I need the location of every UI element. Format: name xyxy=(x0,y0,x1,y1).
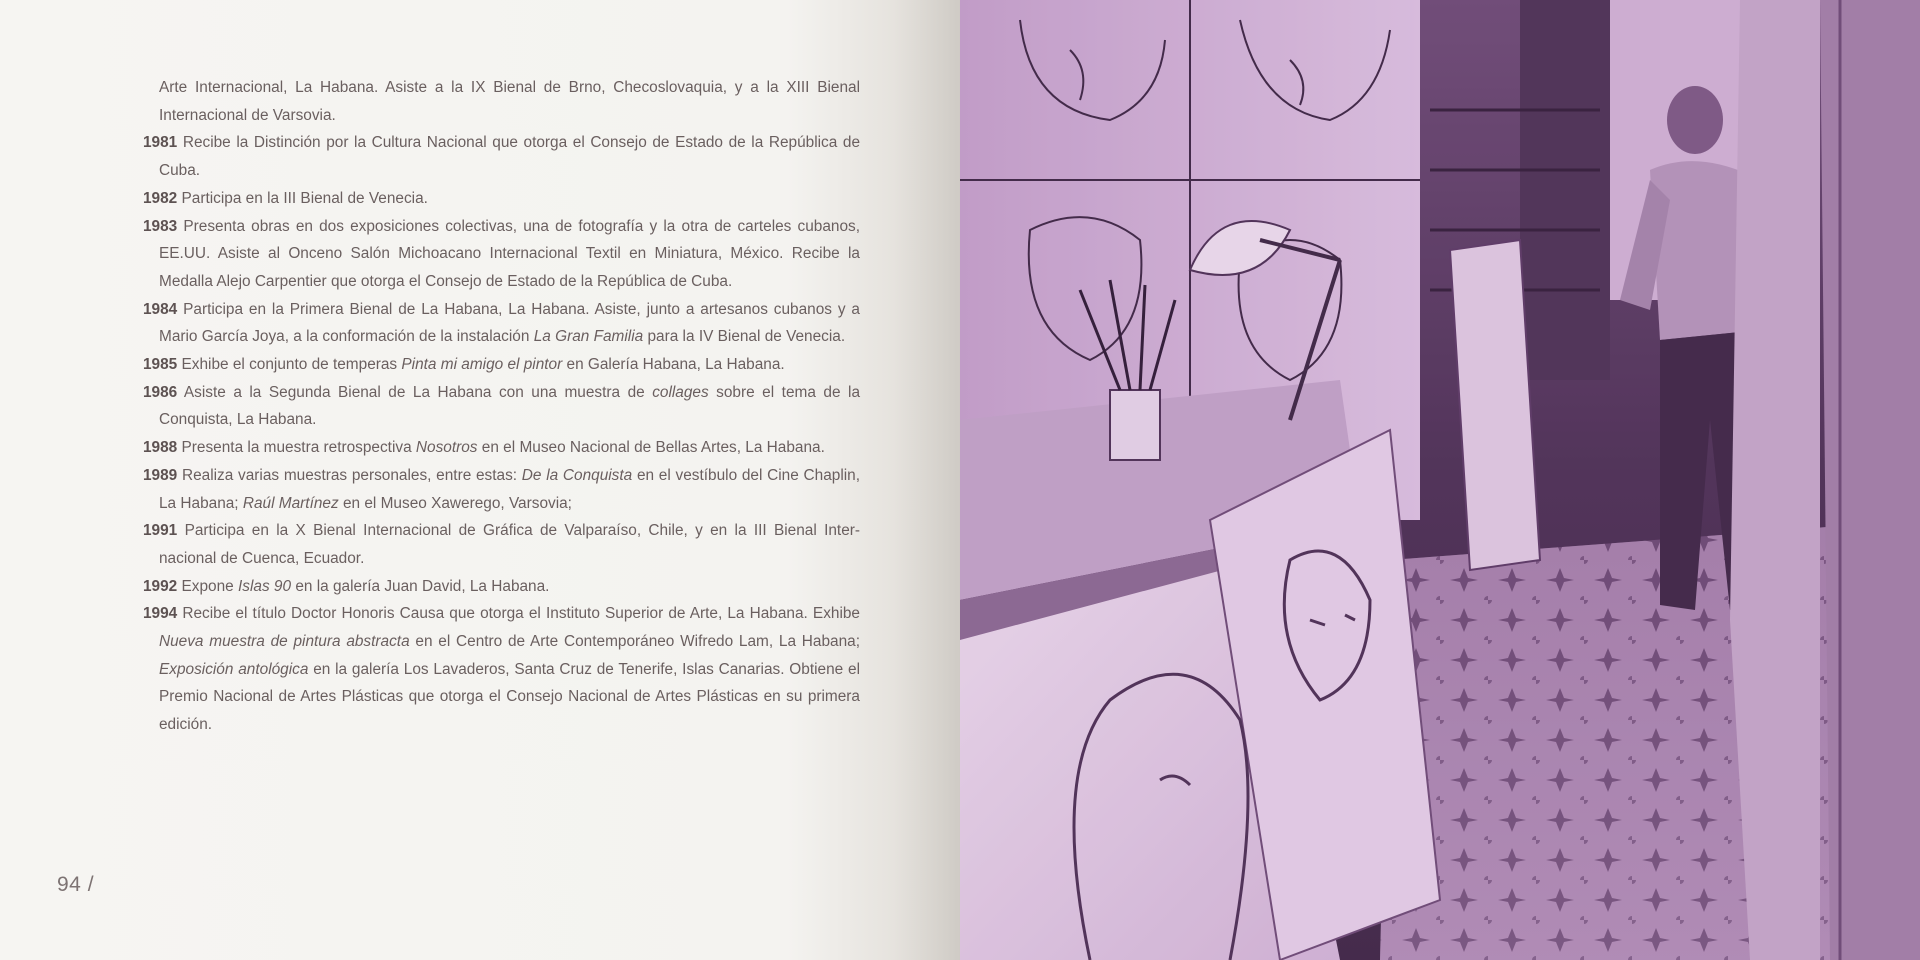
entry-text: en la galería Los Lavaderos, Santa Cruz de Tenerife, Islas Canarias. Obtiene el Premio Nacional de Artes Plásticas que otorga el Consejo Nacional de Artes Plásticas en su primera edición. xyxy=(159,660,860,734)
entry-text: Arte Internacional, La Habana. Asiste a la IX Bienal de Brno, Checoslovaquia, y a la XIII Bienal Internacional de Varsovia. xyxy=(159,79,860,124)
entry-text: Presenta obras en dos exposiciones colectivas, una de fotografía y la otra de carteles cubanos, EE.UU. Asiste al Onceno Salón Michoacano Internacional Textil en Miniatura, México. Recibe la Medalla Alejo Carpentier que otorga el Consejo de Estado de la República de Cuba. xyxy=(159,217,860,290)
entry-title-italic: collages xyxy=(652,383,709,401)
chronology-entry xyxy=(143,600,860,739)
entry-year: 1994 xyxy=(143,605,178,623)
entry-text: Exhibe el conjunto de temperas xyxy=(177,356,402,374)
entry-year: 1989 xyxy=(143,466,178,484)
page-number: 94 / xyxy=(57,873,95,896)
chronology-entry xyxy=(143,517,860,572)
chronology-entry xyxy=(143,379,860,434)
entry-text: sobre el tema de la Conquista, La Habana. xyxy=(159,383,860,429)
chronology-entry xyxy=(143,74,860,129)
entry-title-italic: Nosotros xyxy=(415,439,478,457)
entry-title-italic: La Gran Familia xyxy=(533,328,644,346)
entry-year: 1982 xyxy=(143,189,178,207)
chronology-entry xyxy=(143,185,860,213)
chronology-entry xyxy=(143,434,860,462)
entry-title-italic: Raúl Martínez xyxy=(242,494,339,512)
entry-text: Participa en la X Bienal Internacional de Gráfica de Valparaíso, Chile, y en la III Bienal Inter-nacional de Cuenca, Ecuador. xyxy=(159,522,860,567)
artist-studio-photo xyxy=(960,0,1920,960)
entry-text: Expone xyxy=(177,577,239,595)
entry-title-italic: De la Conquista xyxy=(521,466,633,484)
entry-title-italic: Islas 90 xyxy=(238,577,292,595)
chronology-entry xyxy=(143,129,860,184)
entry-text: en el Museo Nacional de Bellas Artes, La Habana. xyxy=(477,439,825,457)
entry-text: Participa en la Primera Bienal de La Habana, La Habana. Asiste, junto a artesanos cubanos y a Mario García Joya, a la conformación de la instalación xyxy=(159,300,860,346)
right-page xyxy=(960,0,1920,960)
chronology-entry xyxy=(143,351,860,379)
entry-text: en Galería Habana, La Habana. xyxy=(562,356,785,374)
entry-text: para la IV Bienal de Venecia. xyxy=(643,328,846,346)
entry-text: en la galería Juan David, La Habana. xyxy=(291,577,550,595)
entry-title-italic: Nueva muestra de pintura abstracta xyxy=(159,633,410,651)
entry-text: Recibe el título Doctor Honoris Causa que otorga el Instituto Superior de Arte, La Habana. Exhibe xyxy=(177,605,860,623)
entry-title-italic: Pinta mi amigo el pintor xyxy=(401,356,563,374)
entry-text: Realiza varias muestras personales, entre estas: xyxy=(177,466,522,484)
entry-year: 1988 xyxy=(143,439,178,457)
entry-text: Asiste a la Segunda Bienal de La Habana con una muestra de xyxy=(177,383,653,401)
entry-text: en el vestíbulo del Cine Chaplin, La Habana; xyxy=(159,466,860,512)
entry-year: 1981 xyxy=(143,134,178,152)
entry-title-italic: Exposición antológica xyxy=(159,660,309,678)
entry-year: 1992 xyxy=(143,577,178,595)
entry-year: 1984 xyxy=(143,300,178,318)
entry-text: Participa en la III Bienal de Venecia. xyxy=(177,189,428,207)
entry-year: 1991 xyxy=(143,522,178,540)
chronology-entry xyxy=(143,573,860,601)
chronology-entry xyxy=(143,213,860,296)
chronology-entry xyxy=(143,462,860,517)
entry-text: Recibe la Distinción por la Cultura Nacional que otorga el Consejo de Estado de la República de Cuba. xyxy=(159,134,860,180)
chronology-text xyxy=(143,74,860,739)
chronology-entry xyxy=(143,296,860,351)
entry-year: 1986 xyxy=(143,383,178,401)
entry-text: en el Centro de Arte Contemporáneo Wifredo Lam, La Habana; xyxy=(409,633,860,651)
entry-year: 1985 xyxy=(143,356,178,374)
entry-text: en el Museo Xawerego, Varsovia; xyxy=(338,494,572,512)
entry-text: Presenta la muestra retrospectiva xyxy=(177,439,416,457)
entry-year: 1983 xyxy=(143,217,178,235)
